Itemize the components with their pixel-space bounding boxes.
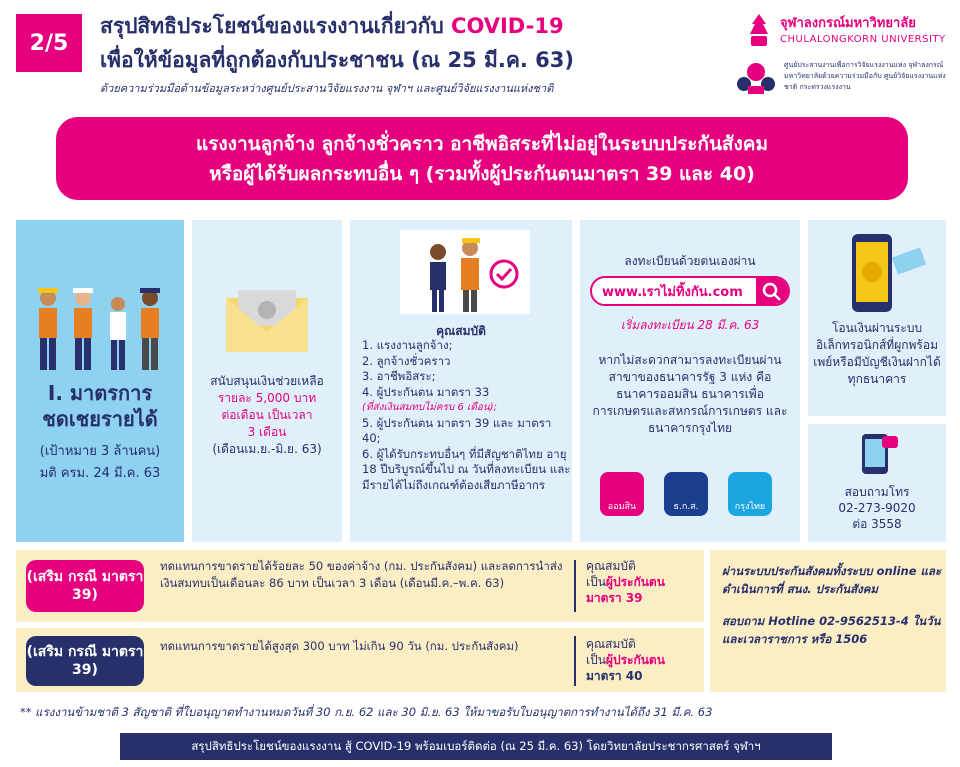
- list-item: 1. แรงงานลูกจ้าง;: [362, 338, 453, 352]
- support-amount-line1: รายละ 5,000 บาท: [217, 391, 317, 405]
- page-subtitle: ด้วยความร่วมมือด้านข้อมูลระหว่างศูนย์ประสานวิจัยแรงงาน จุฬาฯ และศูนย์วิจัยแรงงานแห่งชาติ: [100, 82, 554, 95]
- divider: [574, 636, 576, 686]
- register-start-date: เริ่มลงทะเบียน 28 มี.ค. 63: [620, 318, 760, 332]
- register-url-link[interactable]: www.เราไม่ทิ้งกัน.com: [602, 285, 743, 300]
- page-number-badge: 2/5: [16, 14, 82, 72]
- search-button[interactable]: [756, 278, 788, 304]
- support-amount-line2: ต่อเดือน เป็นเวลา: [221, 408, 313, 422]
- measure-target: (เป้าหมาย 3 ล้านคน): [39, 444, 161, 459]
- qualification-tail: มาตรา 40: [586, 669, 643, 683]
- support-label: สนับสนุนเงินช่วยเหลือ: [210, 374, 324, 388]
- supplement-40-text: ทดแทนการขาดรายได้สูงสุด 300 บาท ไม่เกิน 90 วัน (กม. ประกันสังคม): [160, 639, 519, 653]
- title-covid-highlight: COVID-19: [451, 14, 564, 38]
- phone-call-icon: [856, 432, 900, 476]
- list-item: 4. ผู้ประกันตน มาตรา 33: [362, 384, 490, 399]
- contact-phone[interactable]: 02-273-9020: [838, 501, 916, 515]
- qualification-is: เป็น: [586, 653, 606, 667]
- measure-resolution-date: มติ ครม. 24 มี.ค. 63: [39, 466, 161, 481]
- university-name-english: CHULALONGKORN UNIVERSITY: [780, 34, 946, 45]
- support-amount-line3: 3 เดือน: [247, 425, 287, 439]
- hotline-info: สอบถาม Hotline 02-9562513-4 ในวันและเวลาราชการ หรือ 1506: [722, 614, 941, 646]
- bank-name: ธ.ก.ส.: [673, 502, 699, 512]
- supplement-40-pill: (เสริม กรณี มาตรา 39): [26, 636, 144, 686]
- contact-info: [808, 484, 946, 532]
- bank-name: ออมสิน: [607, 502, 637, 512]
- krungthai-bank-logo-icon: [728, 472, 772, 516]
- list-item: 6. ผู้ได้รับกระทบอื่นๆ ที่มีสัญชาติไทย อายุ 18 ปีบริบูรณ์ขึ้นไป ณ วันที่ลงทะเบียน และมีรายได้ไม่ถึงเกณฑ์ต้องเสียภาษีอากร: [362, 446, 571, 492]
- social-security-note: [722, 562, 942, 648]
- workers-illustration-icon: [28, 280, 176, 376]
- banner-line2: หรือผู้ได้รับผลกระทบอื่น ๆ (รวมทั้งผู้ประกันตนมาตรา 39 และ 40): [209, 162, 755, 185]
- list-item: 3. อาชีพอิสระ;: [362, 369, 436, 383]
- target-group-banner: [56, 117, 908, 200]
- page-title-line1: [100, 10, 564, 43]
- migrant-worker-footnote: ** แรงงานข้ามชาติ 3 สัญชาติ ที่ใบอนุญาตทำงานหมดวันที่ 30 ก.ย. 62 และ 30 มิ.ย. 63 ให้มาขอรับใบอนุญาตการทำงานได้ถึง 31 มี.ค. 63: [20, 705, 713, 719]
- collar-description: ศูนย์ประสานงานเพื่อการวิจัยแรงงานแห่ง จุฬาลงกรณ์มหาวิทยาลัยด้วยความร่วมมือกับ ศูนย์วิจัยแรงงานแห่งชาติ กระทรวงแรงงาน: [784, 61, 946, 91]
- mobile-payment-icon: [848, 232, 928, 316]
- qualification-highlight: ผู้ประกันตน มาตรา 39: [586, 575, 665, 605]
- supplement-40-qualification: [586, 636, 702, 684]
- qualification-prefix: คุณสมบัติ: [586, 559, 636, 573]
- bank-branch-info: หากไม่สะดวกสามารลงทะเบียนผ่านสาขาของธนาคารรัฐ 3 แห่ง คือ ธนาคารออมสิน ธนาคารเพื่อการเกษตรและสหกรณ์การเกษตร และธนาคารกรุงไทย: [592, 353, 788, 435]
- qualification-is: เป็น: [586, 575, 606, 589]
- qualification-body: [586, 652, 702, 668]
- qualification-prefix: คุณสมบัติ: [586, 637, 636, 651]
- divider: [574, 560, 576, 612]
- search-icon: [756, 278, 788, 304]
- supplement-39-text: ทดแทนการขาดรายได้ร้อยละ 50 ของค่าจ้าง (กม. ประกันสังคม) และลดการนำส่งเงินสมทบเป็นเดือนละ 86 บาท เป็นเวลา 3 เดือน (เดือนมี.ค.–พ.ค. 63): [160, 559, 563, 590]
- list-item: 2. ลูกจ้างชั่วคราว: [362, 353, 451, 368]
- collar-logo-icon: [734, 58, 778, 98]
- list-item-note: (ที่ส่งเงินสมทบไม่ครบ 6 เดือน);: [362, 402, 498, 413]
- transfer-method-text: โอนเงินผ่านระบบอิเล็กทรอนิกส์ที่ผูกพร้อมเพย์หรือมีบัญชีเงินฝากได้ทุกธนาคาร: [813, 321, 941, 386]
- qualification-list: [362, 338, 572, 493]
- title-text: สรุปสิทธิประโยชน์ของแรงงานเกี่ยวกับ: [100, 14, 452, 38]
- support-amount: [192, 390, 342, 441]
- baac-bank-logo-icon: [664, 472, 708, 516]
- university-name-thai: จุฬาลงกรณ์มหาวิทยาลัย: [780, 16, 916, 31]
- supplement-39-qualification: [586, 558, 702, 606]
- qualification-highlight: ผู้ประกันตน: [605, 653, 665, 667]
- qualification-body: [586, 574, 702, 606]
- bank-name: กรุงไทย: [734, 502, 766, 512]
- measure-title-line1: I. มาตรการ: [47, 381, 153, 405]
- qualified-workers-icon: [400, 230, 530, 314]
- support-period: (เดือนเม.ย.-มิ.ย. 63): [212, 442, 322, 456]
- measure-title-line2: ชดเชยรายได้: [42, 407, 158, 431]
- contact-extension: ต่อ 3558: [852, 517, 902, 531]
- money-envelope-icon: [224, 288, 310, 354]
- register-label: ลงทะเบียนด้วยตนเองผ่าน: [624, 254, 756, 268]
- banner-line1: แรงงานลูกจ้าง ลูกจ้างชั่วคราว อาชีพอิสระที่ไม่อยู่ในระบบประกันสังคม: [195, 132, 769, 155]
- page-title-line2: เพื่อให้ข้อมูลที่ถูกต้องกับประชาชน (ณ 25 มี.ค. 63): [100, 48, 574, 72]
- contact-label: สอบถามโทร: [844, 485, 910, 499]
- measure-title: [16, 380, 184, 432]
- social-security-online: ผ่านระบบประกันสังคมทั้งระบบ online และดำเนินการที่ สนง. ประกันสังคม: [722, 564, 942, 596]
- list-item: 5. ผู้ประกันตน มาตรา 39 และ มาตรา 40;: [362, 415, 552, 445]
- gsb-bank-logo-icon: [600, 472, 644, 516]
- supplement-39-pill: (เสริม กรณี มาตรา 39): [26, 560, 144, 612]
- qualification-title: คุณสมบัติ: [436, 324, 486, 338]
- chulalongkorn-logo-icon: [746, 12, 772, 50]
- footer-bar: สรุปสิทธิประโยชน์ของแรงงาน สู้ COVID-19 พร้อมเบอร์ติดต่อ (ณ 25 มี.ค. 63) โดยวิทยาลัยประชากรศาสตร์ จุฬาฯ: [120, 733, 832, 760]
